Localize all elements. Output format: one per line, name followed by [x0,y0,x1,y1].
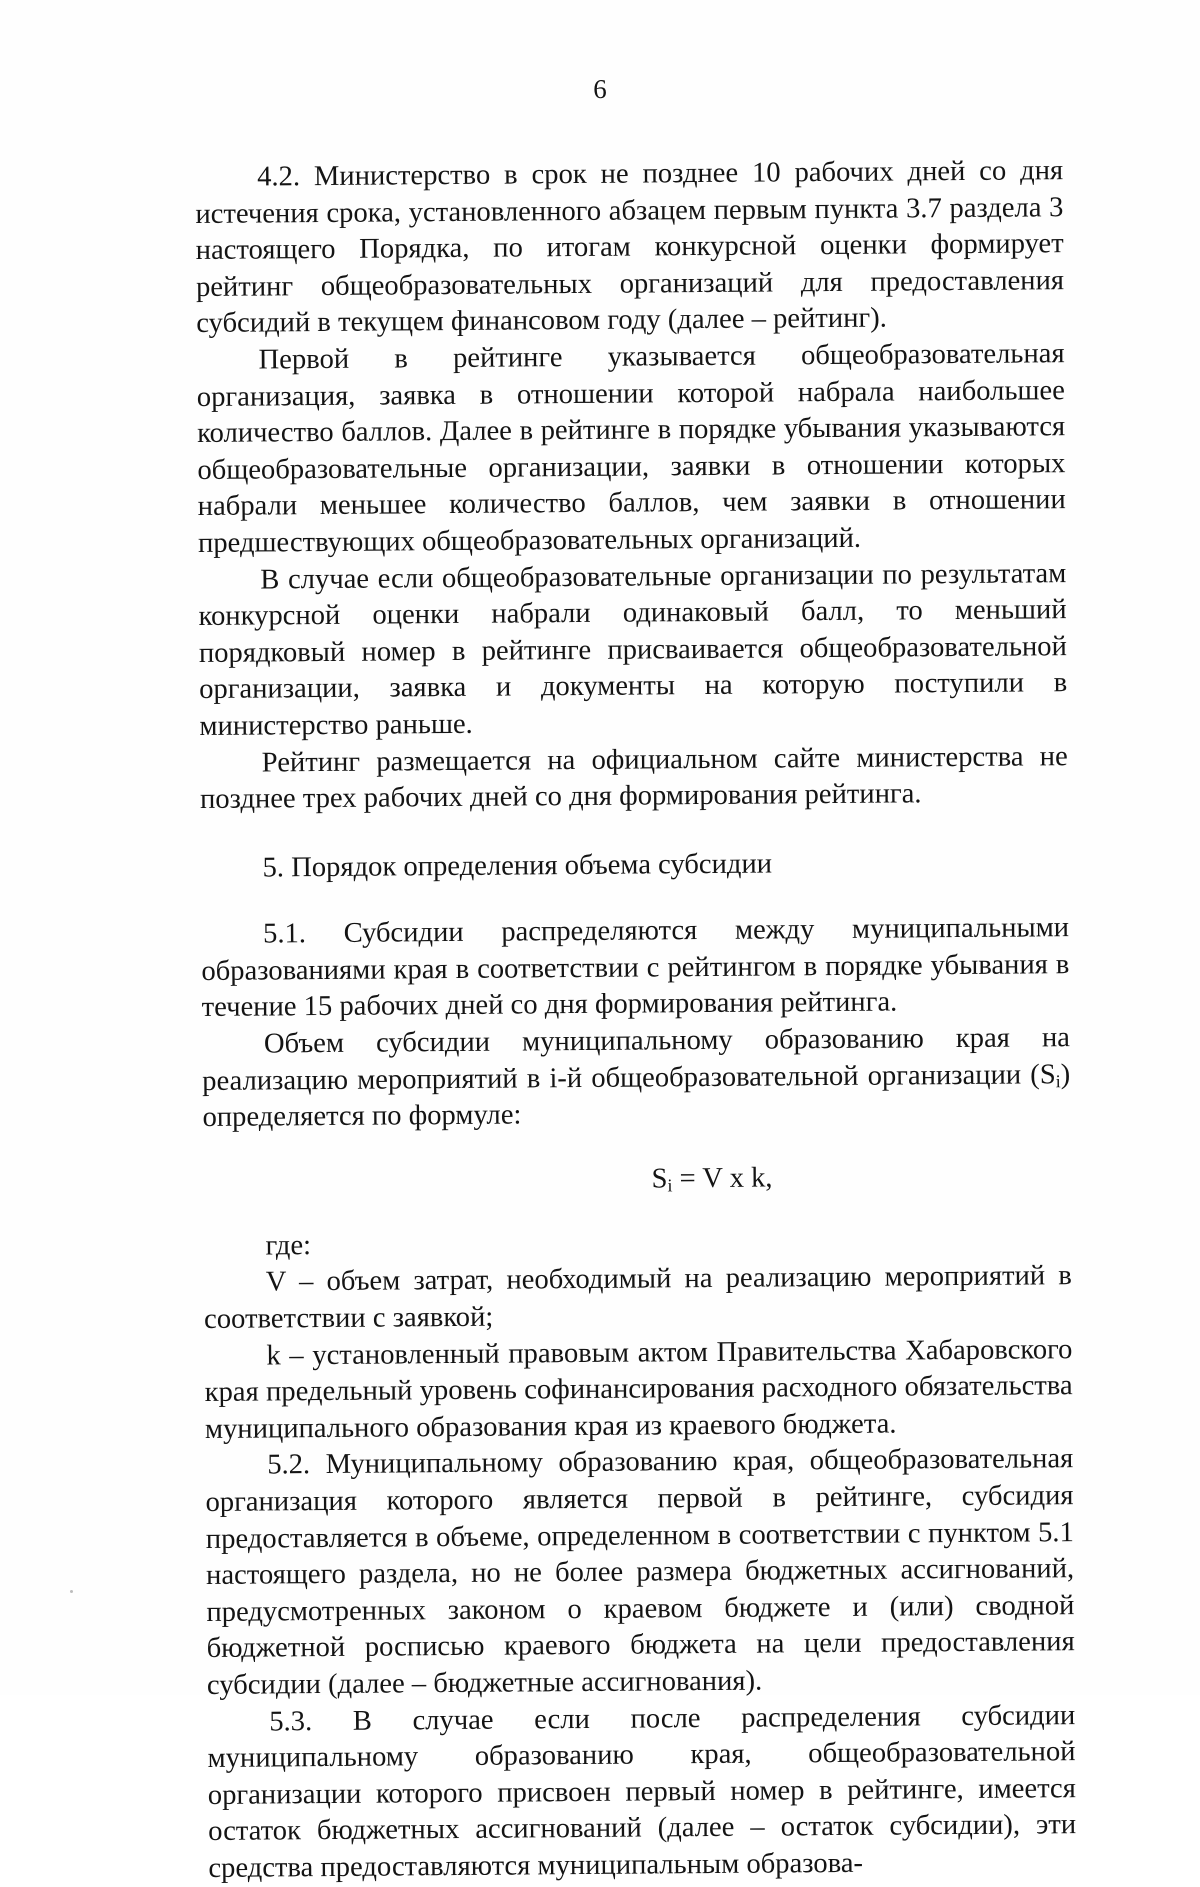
paragraph-rating-publication: Рейтинг размещается на официальном сайте министерства не позднее трех рабочих дней со дня формирования рейтинга. [199,740,1068,816]
subsidy-volume-subscript: i [1055,1070,1061,1091]
definition-k: k – установленный правовым актом Правительства Хабаровского края предельный уровень софинансирования расходного обязательства муниципального образования края из краевого бюджета. [204,1333,1073,1445]
paragraph-4-2: 4.2. Министерство в срок не позднее 10 рабочих дней со дня истечения срока, установленного абзацем первым пункта 3.7 раздела 3 настоящего Порядка, по итогам конкурсной оценки формирует рейтинг общеобразовательных организаций для предоставления субсидий в текущем финансовом году (далее – рейтинг). [195,155,1065,340]
subsidy-volume-text-end: ) определяется по формуле: [202,1058,1071,1134]
paragraph-5-2: 5.2. Муниципальному образованию края, общеобразовательная организация которого является первой в рейтинге, субсидия предоставляется в объеме, определенном в соответствии с пунктом 5.1 настоящего раздела, но не более размера бюджетных ассигнований, предусмотренных законом о краевом бюджете и (или) сводной бюджетной росписью краевого бюджета на цели предоставления субсидии (далее – бюджетные ассигнования). [205,1443,1075,1701]
formula [203,1144,1071,1215]
scan-speck [70,1590,73,1593]
paragraph-equal-score: В случае если общеобразовательные организации по результатам конкурсной оценки набрали одинаковый балл, то меньший порядковый номер в рейтинге присваивается общеобразовательной организации, заявка и документы на которую поступили в министерство раньше. [198,557,1068,742]
paragraph-rating-order: Первой в рейтинге указывается общеобразовательная организация, заявка в отношении которой набрала наибольшее количество баллов. Далее в рейтинге в порядке убывания указываются общеобразовательные организации, заявки в отношении которых набрали меньшее количество баллов, чем заявки в отношении предшествующих общеобразовательных организаций. [196,338,1066,559]
document-body [195,153,1077,1887]
formula-expression: = V x k, [672,1162,773,1195]
paragraph-5-1: 5.1. Субсидии распределяются между муниципальными образованиями края в соответствии с рейтингом в порядке убывания в течение 15 рабочих дней со дня формирования рейтинга. [201,912,1070,1024]
formula-subscript: i [667,1175,673,1196]
subsidy-volume-text: Объем субсидии муниципальному образованию края на реализацию мероприятий в i-й общеобразовательной организации (S [202,1022,1071,1097]
paragraph-5-3: 5.3. В случае если после распределения субсидии муниципальному образованию края, общеобразовательной организации которого присвоен первый номер в рейтинге, имеется остаток бюджетных ассигнований (далее – остаток субсидии), эти средства предоставляются муниципальным образова- [207,1699,1077,1884]
where-label: где: [265,1229,312,1262]
page-number: 6 [593,74,607,104]
paragraph-subsidy-volume [202,1020,1071,1137]
section-heading: 5. Порядок определения объема субсидии [262,848,773,884]
definition-v: V – объем затрат, необходимый на реализацию мероприятий в соответствии с заявкой; [203,1260,1072,1335]
formula-symbol: S [651,1163,668,1195]
